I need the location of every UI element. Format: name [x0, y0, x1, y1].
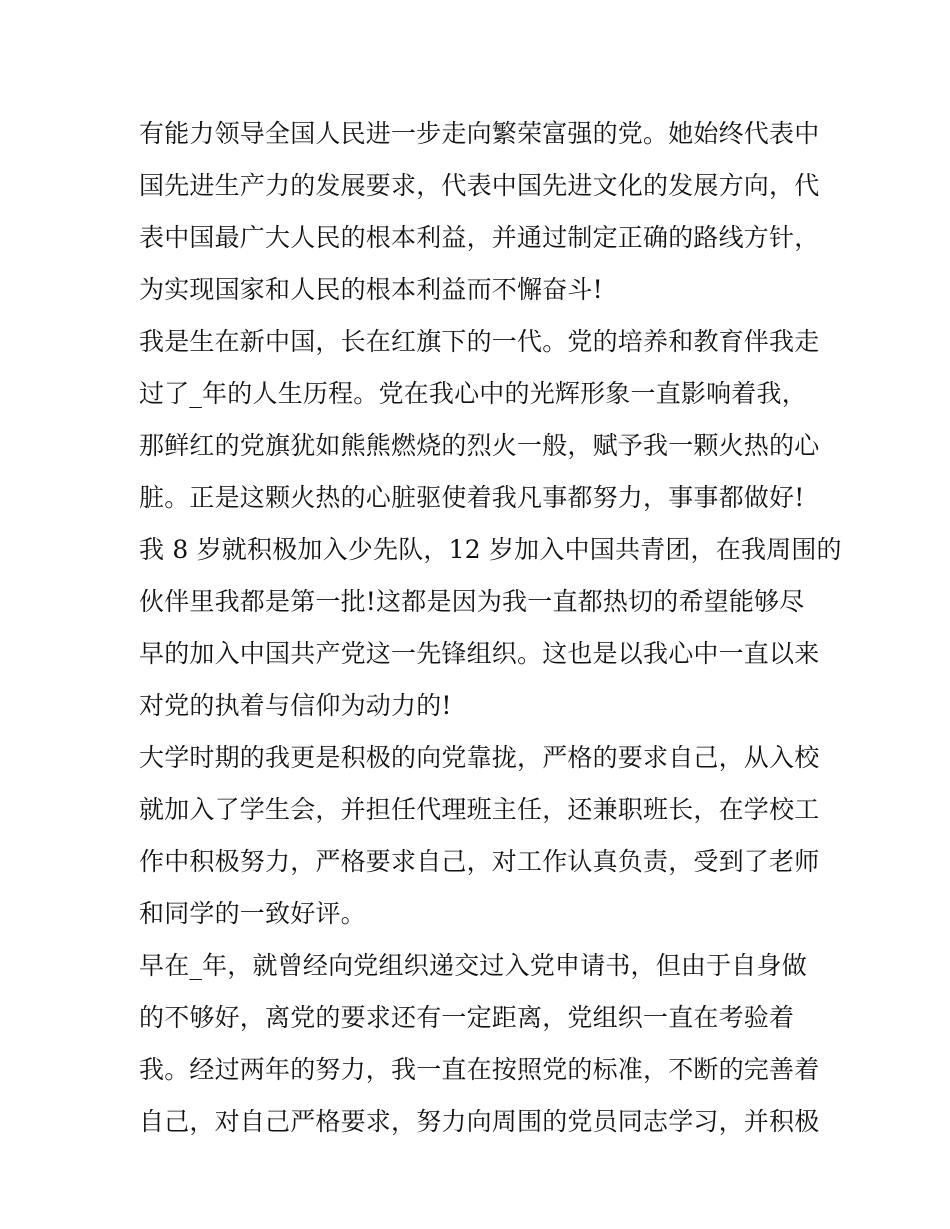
text-line: 和同学的一致好评。: [139, 899, 366, 928]
text-line: 脏。正是这颗火热的心脏驱使着我凡事都努力，事事都做好!: [139, 483, 805, 512]
text-line: 为实现国家和人民的根本利益而不懈奋斗!: [139, 275, 603, 304]
text-line: 作中积极努力，严格要求自己，对工作认真负责，受到了老师: [139, 847, 820, 876]
text-line: 大学时期的我更是积极的向党靠拢，严格的要求自己，从入校: [139, 743, 820, 772]
text-line: 我。经过两年的努力，我一直在按照党的标准，不断的完善着: [139, 1055, 820, 1084]
text-line: 早在_年，就曾经向党组织递交过入党申请书，但由于自身做: [139, 951, 807, 980]
text-line: 表中国最广大人民的根本利益，并通过制定正确的路线方针，: [139, 223, 820, 252]
body-text: [139, 108, 842, 1148]
text-line: 伙伴里我都是第一批!这都是因为我一直都热切的希望能够尽: [139, 587, 805, 616]
text-line: 有能力领导全国人民进一步走向繁荣富强的党。她始终代表中: [139, 119, 820, 148]
text-line: 对党的执着与信仰为动力的!: [139, 691, 452, 720]
text-line: 早的加入中国共产党这一先锋组织。这也是以我心中一直以来: [139, 639, 820, 668]
text-line: 我 8 岁就积极加入少先队，12 岁加入中国共青团，在我周围的: [139, 535, 842, 564]
text-line: 的不够好，离党的要求还有一定距离，党组织一直在考验着: [139, 1003, 795, 1032]
text-line: 过了_年的人生历程。党在我心中的光辉形象一直影响着我，: [139, 379, 807, 408]
text-line: 我是生在新中国，长在红旗下的一代。党的培养和教育伴我走: [139, 327, 820, 356]
text-line: 那鲜红的党旗犹如熊熊燃烧的烈火一般，赋予我一颗火热的心: [139, 431, 820, 460]
text-line: 国先进生产力的发展要求，代表中国先进文化的发展方向，代: [139, 171, 820, 200]
text-line: 自己，对自己严格要求，努力向周围的党员同志学习，并积极: [139, 1107, 820, 1136]
text-line: 就加入了学生会，并担任代理班主任，还兼职班长，在学校工: [139, 795, 820, 824]
